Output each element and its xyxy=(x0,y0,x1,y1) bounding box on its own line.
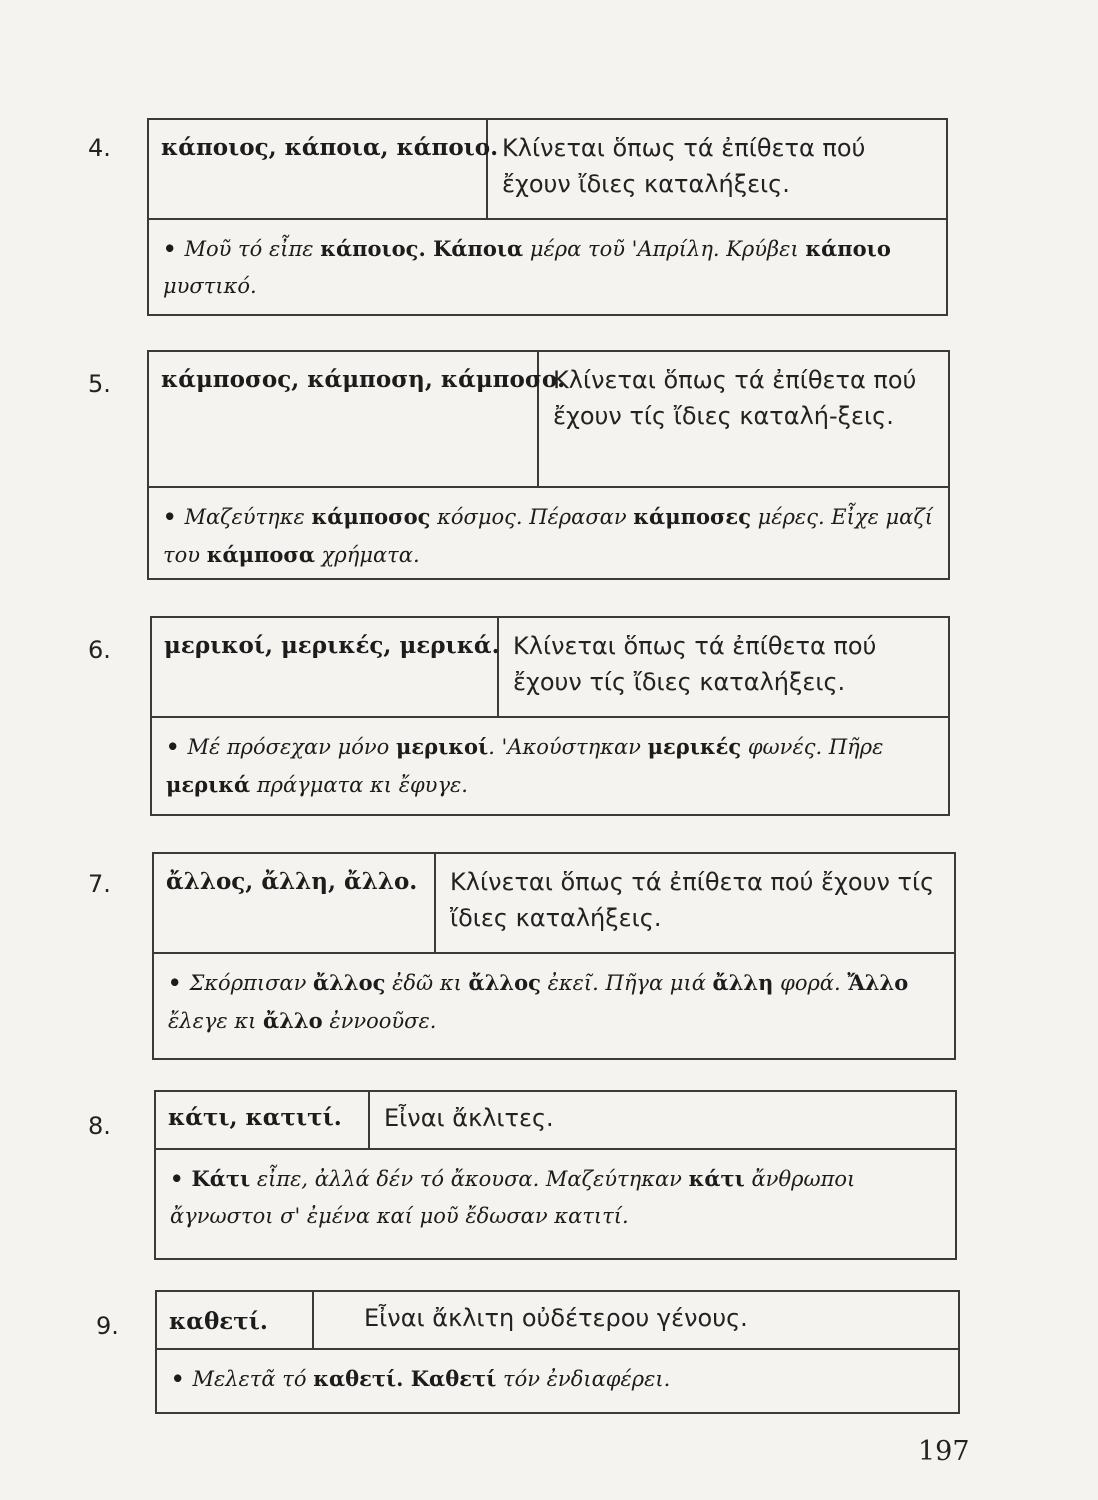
bullet-icon: • xyxy=(163,504,177,529)
example-text: Μαζεύτηκε xyxy=(184,505,312,529)
entry-example xyxy=(156,1150,955,1258)
example-text: ἐννοοῦσε. xyxy=(322,1009,437,1033)
bullet-icon: • xyxy=(168,970,182,995)
entry-number: 9. xyxy=(96,1312,119,1340)
entry-box xyxy=(154,1090,957,1260)
example-keyword: κάμποσα xyxy=(206,542,315,567)
entry-rule: Εἶναι ἄκλιτες. xyxy=(384,1104,554,1132)
entry-box xyxy=(147,350,950,580)
entry-rule: Εἶναι ἄκλιτη οὐδέτερου γένους. xyxy=(364,1304,748,1332)
example-keyword: ἄλλη xyxy=(712,970,774,995)
entry-box xyxy=(152,852,956,1060)
entry-rule: Κλίνεται ὅπως τά ἐπίθετα πού ἔχουν τίς ἴδιες καταλή-ξεις. xyxy=(553,366,917,430)
entry-box xyxy=(147,118,948,316)
example-keyword: μερικές xyxy=(647,734,742,759)
example-text: Μέ πρόσεχαν μόνο xyxy=(187,735,397,759)
example-keyword: μερικοί xyxy=(396,734,489,759)
page-number: 197 xyxy=(918,1436,970,1467)
example-text: ἐδῶ κι xyxy=(385,971,469,995)
example-text: ἄνθρωποι ἄγνωστοι σ' ἐμένα καί μοῦ ἔδωσαν κατιτί. xyxy=(170,1167,856,1228)
entry-rule: Κλίνεται ὅπως τά ἐπίθετα πού ἔχουν τίς ἴδιες καταλήξεις. xyxy=(450,868,935,932)
entry-example xyxy=(149,220,946,314)
example-text: . 'Ακούστηκαν xyxy=(488,735,648,759)
entry-word: κάποιος, κάποια, κάποιο. xyxy=(149,120,488,218)
example-keyword: Ἄλλο xyxy=(847,970,909,995)
entry-word: καθετί. xyxy=(157,1292,314,1348)
example-keyword: κάμποσες xyxy=(633,504,751,529)
example-text: τόν ἐνδιαφέρει. xyxy=(496,1367,671,1391)
example-keyword: καθετί. Καθετί xyxy=(313,1366,497,1391)
example-text: μέρες. Εἶχε μαζί του xyxy=(163,505,933,567)
entry-box xyxy=(150,616,950,816)
entry-word: κάμποσος, κάμποση, κάμποσο. xyxy=(149,352,539,486)
example-text: κόσμος. Πέρασαν xyxy=(430,505,634,529)
entry-number: 5. xyxy=(88,370,111,398)
example-text: εἶπε, ἀλλά δέν τό ἄκουσα. Μαζεύτηκαν xyxy=(250,1167,689,1191)
entry-example xyxy=(149,488,948,578)
entry-word: μερικοί, μερικές, μερικά. xyxy=(152,618,499,716)
example-text: χρήματα. xyxy=(315,543,420,567)
example-keyword: κάποιο xyxy=(805,236,891,261)
example-keyword: ἄλλος xyxy=(468,970,541,995)
entry-box xyxy=(155,1290,960,1414)
example-text: Σκόρπισαν xyxy=(189,971,314,995)
example-text: ἔλεγε κι xyxy=(168,1009,264,1033)
example-text: ἐκεῖ. Πῆγα μιά xyxy=(540,971,713,995)
bullet-icon: • xyxy=(171,1366,185,1391)
entry-number: 4. xyxy=(88,134,111,162)
entry-number: 6. xyxy=(88,636,111,664)
example-keyword: κάμποσος xyxy=(311,504,431,529)
entry-number: 7. xyxy=(88,870,111,898)
entry-word: κάτι, κατιτί. xyxy=(156,1092,370,1148)
entry-example xyxy=(157,1350,958,1412)
example-keyword: ἄλλο xyxy=(263,1008,323,1033)
example-text: φωνές. Πῆρε xyxy=(741,735,884,759)
entry-word: ἄλλος, ἄλλη, ἄλλο. xyxy=(154,854,436,952)
example-keyword: κάποιος. Κάποια xyxy=(320,236,524,261)
example-keyword: Κάτι xyxy=(191,1166,251,1191)
entry-rule: Κλίνεται ὅπως τά ἐπίθετα πού ἔχουν ἴδιες καταλήξεις. xyxy=(502,134,866,198)
entry-example xyxy=(154,954,954,1058)
example-text: μυστικό. xyxy=(163,274,257,298)
bullet-icon: • xyxy=(166,734,180,759)
example-text: πράγματα κι ἔφυγε. xyxy=(250,773,468,797)
entry-number: 8. xyxy=(88,1112,111,1140)
example-text: μέρα τοῦ 'Απρίλη. Κρύβει xyxy=(523,237,806,261)
bullet-icon: • xyxy=(163,236,177,261)
example-keyword: ἄλλος xyxy=(313,970,386,995)
example-text: Μοῦ τό εἶπε xyxy=(184,237,321,261)
example-text: φορά. xyxy=(773,971,848,995)
example-keyword: μερικά xyxy=(166,772,251,797)
entry-rule: Κλίνεται ὅπως τά ἐπίθετα πού ἔχουν τίς ἴδιες καταλήξεις. xyxy=(513,632,877,696)
entry-example xyxy=(152,718,948,814)
example-keyword: κάτι xyxy=(688,1166,745,1191)
example-text: Μελετᾶ τό xyxy=(192,1367,314,1391)
bullet-icon: • xyxy=(170,1166,184,1191)
